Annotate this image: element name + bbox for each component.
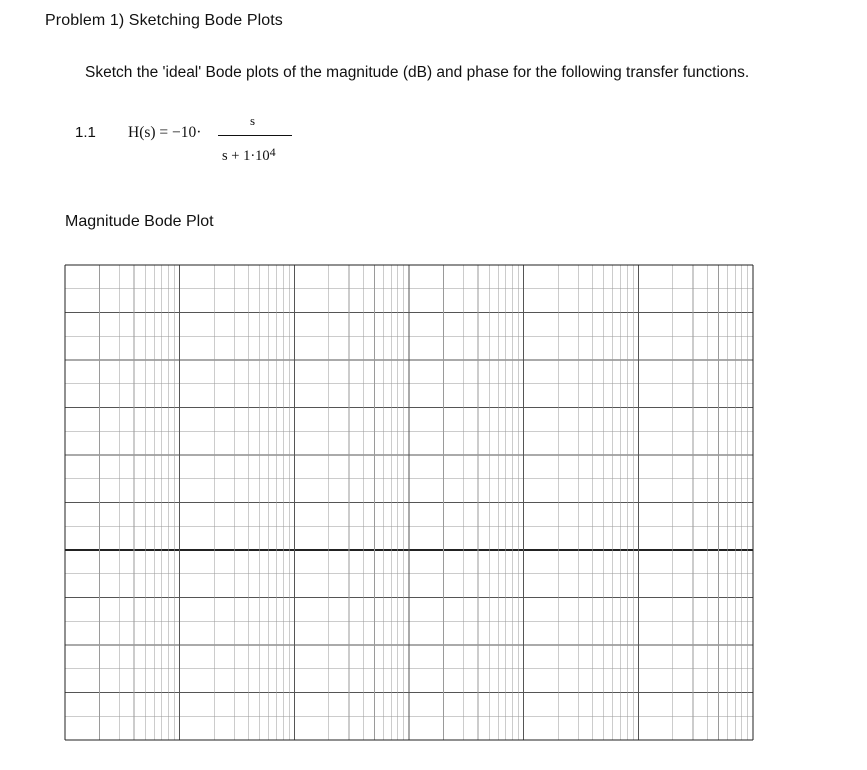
instructions-text: Sketch the 'ideal' Bode plots of the magnitude (dB) and phase for the following transfer functions.: [85, 64, 750, 81]
problem-title: Problem 1) Sketching Bode Plots: [45, 12, 283, 29]
equation-numerator: s: [250, 113, 256, 128]
equation-number: 1.1: [75, 124, 96, 141]
plot-title: Magnitude Bode Plot: [65, 213, 214, 230]
denominator-base: s + 1·10: [222, 148, 270, 164]
equation-lhs: H(s) = −10·: [128, 124, 202, 141]
denominator-exponent: 4: [269, 145, 276, 159]
